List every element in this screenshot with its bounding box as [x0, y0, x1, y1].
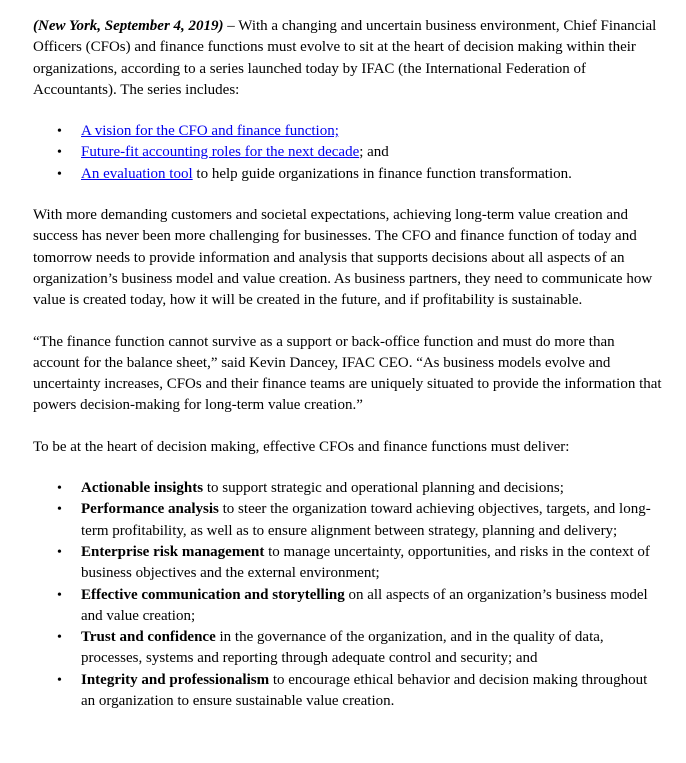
- deliver-intro: To be at the heart of decision making, effective CFOs and finance functions must deliver:: [33, 438, 570, 455]
- intro-text: With a changing and uncertain business environment, Chief Financial Officers (CFOs) and finance functions must evolve to sit at the heart of decision making within their organizations, according to a series launched today by IFAC (the International Federation of Accountants). The series includes:: [33, 18, 657, 98]
- item-heading: Actionable insights: [81, 480, 204, 497]
- dateline-dash: –: [223, 18, 239, 34]
- item-text: to encourage ethical behavior and decision making throughout an organization to ensure sustainable value creation.: [81, 671, 648, 710]
- bullet-icon: •: [57, 166, 62, 182]
- deliverables-list: [33, 478, 663, 712]
- bullet-icon: •: [57, 502, 62, 518]
- item-text: on all aspects of an organization’s business model and value creation;: [81, 586, 648, 624]
- bullet-icon: •: [57, 672, 62, 688]
- context-paragraph: With more demanding customers and societal expectations, achieving long-term value creation and success has never been more challenging for businesses. The CFO and finance function of today and tomorrow needs to provide information and analysis that supports decisions about all aspects of an organization’s business model and value creation. As business partners, they need to communicate how value is created today, how it will be created in the future, and if profitability is sustainable.: [33, 207, 653, 309]
- list-item: [33, 164, 663, 185]
- ceo-quote-paragraph: “The finance function cannot survive as a support or back-office function and must do more than account for the balance sheet,” said Kevin Dancey, IFAC CEO. “As business models evolve and uncertainty increases, CFOs and their finance teams are uniquely situated to provide the information that powers decision-making for long-term value creation.”: [33, 333, 662, 414]
- list-item: [33, 670, 663, 713]
- item-text: to manage uncertainty, opportunities, and risks in the context of business objectives and the external environment;: [81, 543, 650, 582]
- intro-paragraph: [33, 16, 663, 101]
- bullet-icon: •: [57, 145, 62, 161]
- bullet-icon: •: [57, 481, 62, 497]
- item-heading: Trust and confidence: [81, 629, 216, 646]
- bullet-icon: •: [57, 630, 62, 646]
- list-item: [33, 627, 663, 670]
- series-list: [33, 121, 663, 185]
- bullet-icon: •: [57, 544, 62, 560]
- list-item: [33, 585, 663, 628]
- item-text: to steer the organization toward achieving objectives, targets, and long-term profitability, as well as to ensure alignment between strategy, planning and delivery;: [81, 501, 651, 539]
- dateline: (New York, September 4, 2019): [33, 18, 224, 34]
- list-item: [33, 142, 663, 163]
- item-text: to support strategic and operational planning and decisions;: [203, 480, 564, 497]
- list-item-suffix: ; and: [359, 144, 389, 161]
- item-heading: Enterprise risk management: [81, 543, 265, 560]
- bullet-icon: •: [57, 124, 62, 140]
- list-item: [33, 542, 663, 585]
- list-item: [33, 499, 663, 542]
- item-heading: Integrity and professionalism: [81, 671, 270, 688]
- link-future-fit-roles[interactable]: Future-fit accounting roles for the next decade: [81, 144, 360, 161]
- link-evaluation-tool[interactable]: An evaluation tool: [81, 165, 193, 182]
- list-item: [33, 121, 663, 142]
- list-item-suffix: to help guide organizations in finance function transformation.: [192, 165, 572, 182]
- item-heading: Performance analysis: [81, 501, 219, 518]
- list-item: [33, 478, 663, 499]
- press-release-body: [33, 16, 663, 712]
- item-text: in the governance of the organization, and in the quality of data, processes, systems and reporting through adequate control and security; and: [81, 629, 604, 667]
- bullet-icon: •: [57, 587, 62, 603]
- item-heading: Effective communication and storytelling: [81, 586, 345, 603]
- link-vision-cfo[interactable]: A vision for the CFO and finance function;: [81, 123, 339, 140]
